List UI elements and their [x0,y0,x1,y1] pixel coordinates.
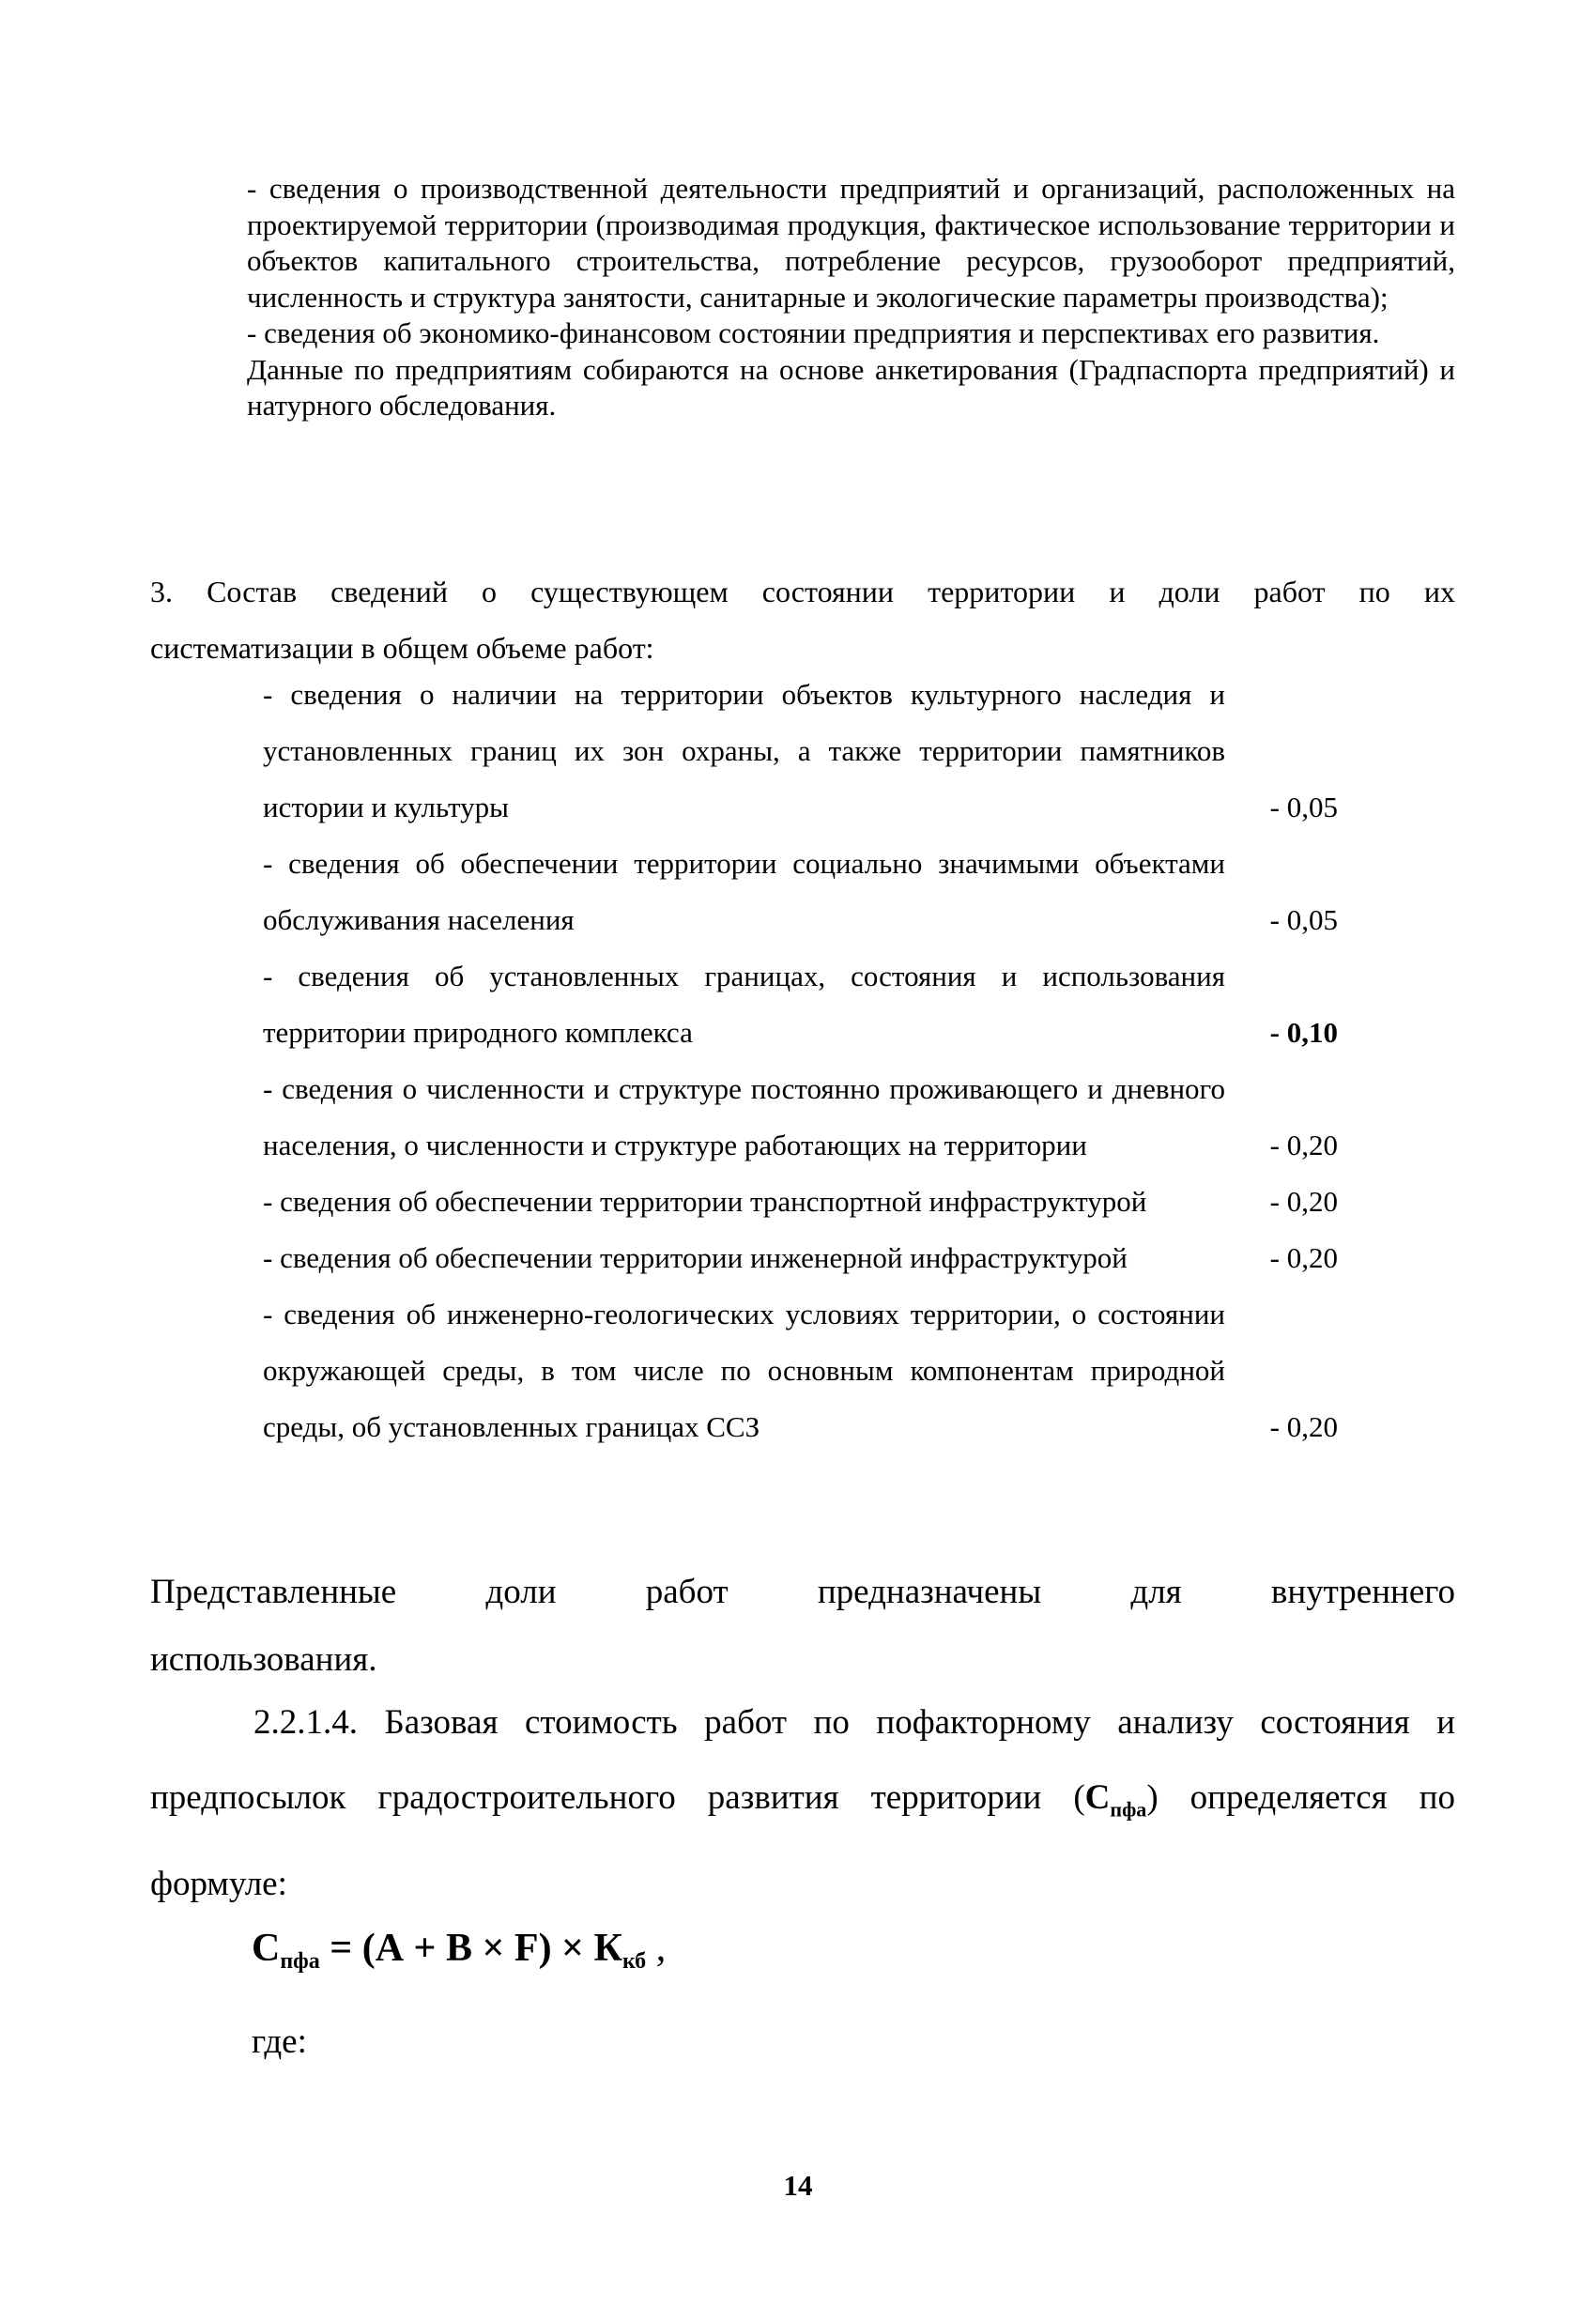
work-share-value: - 0,20 [1269,1241,1338,1274]
work-share-item [263,948,1338,1061]
work-share-text: - сведения об обеспечении территории социально значимыми объектами обслуживания населения [263,847,1225,936]
work-share-text: - сведения об установленных границах, состояния и использования территории природного комплекса [263,960,1225,1049]
cost-formula [252,1920,666,1990]
work-share-value: - 0,20 [1269,1185,1338,1218]
work-share-value: - 0,20 [1269,1410,1338,1443]
work-share-value: - 0,05 [1269,791,1338,823]
work-share-item [263,1230,1338,1286]
section-3-heading-line1: 3. Состав сведений о существующем состоянии территории и доли работ по их [150,575,1455,608]
work-share-text: - сведения об обеспечении территории инженерной инфраструктурой [263,1241,1128,1274]
clause-2-2-1-4 [150,1685,1455,1922]
work-share-text: - сведения об инженерно-геологических условиях территории, о состоянии окружающей среды, в том числе по основным компонентам природной среды, об установленных границах ССЗ [263,1298,1225,1443]
closing-note-line2: использования. [150,1640,377,1679]
section-3-heading [150,563,1455,676]
page-number: 14 [783,2169,813,2202]
work-shares-list [263,667,1338,1455]
work-share-item [263,1286,1338,1455]
formula-lhs: С [252,1927,281,1970]
clause-text [150,1685,1455,1922]
closing-note [150,1559,1455,1694]
formula-rhs-sub: кб [622,1949,647,1974]
formula-tail: , [646,1927,667,1970]
formula-rhs: = (А + В × F) × К [319,1927,622,1970]
work-share-value: - 0,05 [1269,903,1338,936]
work-share-text: - сведения о численности и структуре постоянно проживающего и дневного населения, о численности и структуре работающих на территории [263,1072,1225,1161]
work-share-text: - сведения об обеспечении территории транспортной инфраструктурой [263,1185,1147,1218]
work-share-item [263,1174,1338,1230]
work-share-value: - 0,10 [1269,1016,1338,1049]
work-share-item [263,1061,1338,1174]
closing-note-line1: Представленные доли работ предназначены для внутреннего [150,1573,1455,1611]
work-share-text: - сведения о наличии на территории объектов культурного наследия и установленных границ их зон охраны, а также территории памятников истории и культуры [263,678,1225,823]
where-label: где: [252,2022,307,2061]
formula-lhs-sub: пфа [280,1949,320,1974]
work-share-item [263,667,1338,836]
enterprise-data-block [247,171,1455,424]
clause-text-before: 2.2.1.4. Базовая стоимость работ по пофакторному анализу состояния и предпосылок градостроительного развития территории ( [150,1703,1455,1817]
clause-symbol: $С_{пфа}$ [1084,1778,1147,1822]
enterprise-finance-item: - сведения об экономико-финансовом состоянии предприятия и перспективах его развития. [247,316,1380,349]
work-share-item [263,836,1338,948]
enterprise-production-item: - сведения о производственной деятельности предприятий и организаций, расположенных на проектируемой территории (производимая продукция, фактическое использование территории и объектов капитального строительства, потребление ресурсов, грузооборот предприятий, численность и структура занятости, санитарные и экологические параметры производства); [247,172,1455,314]
clause-text-after: ) определяется по формуле: [150,1778,1455,1904]
section-3-heading-line2: систематизации в общем объеме работ: [150,631,654,665]
work-share-value: - 0,20 [1269,1129,1338,1161]
enterprise-data-source-note: Данные по предприятиям собираются на основе анкетирования (Градпаспорта предприятий) и натурного обследования. [247,352,1455,422]
